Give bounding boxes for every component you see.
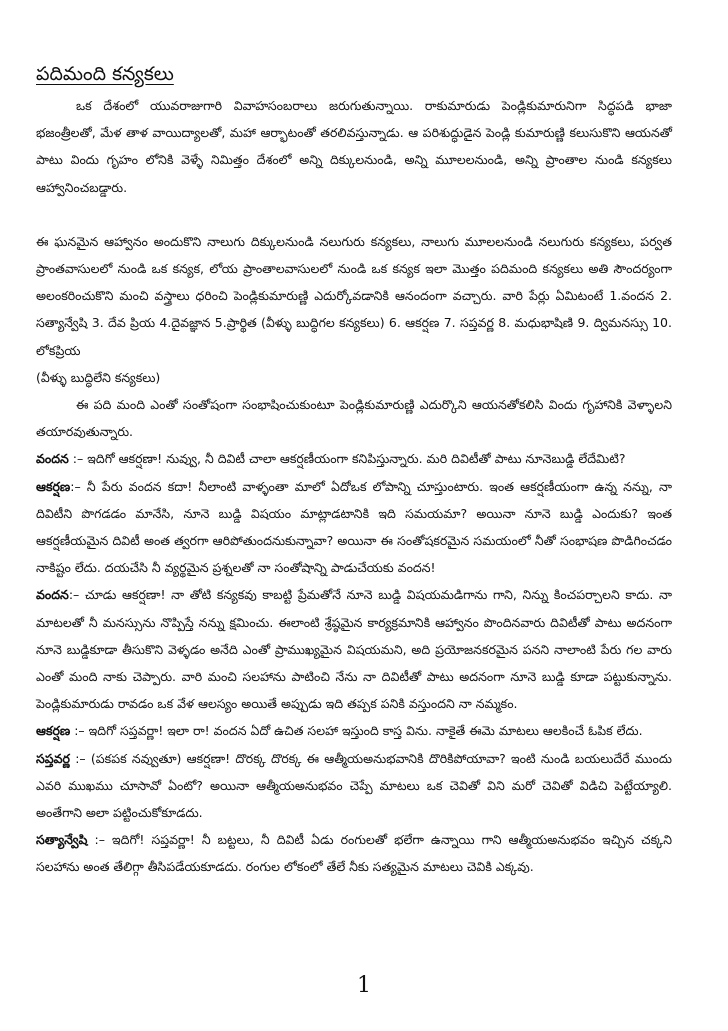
intro-paragraph: ఈ పది మంది ఎంతో సంతోషంగా సంభాషించుకుంటూ పెండ్లికుమారుణ్ణి ఎదుర్కొని ఆయనతోకలిసి విందు గృహానికి వెళ్ళాలని తయారవుతున్నారు. <box>36 397 672 440</box>
speaker-separator: :– <box>68 451 88 467</box>
speaker-separator: :– <box>70 478 87 494</box>
dialogue-text: (పకపక నవ్వుతూ) ఆకర్షణా! దొరక్క దొరక్క ఈ ఆత్మీయఅనుభవానికి దొరికిపోయావా? ఇంటి నుండి బయలుదేరే ముందు ఎవరి ముఖము చూసావో ఏంటో? అయినా ఆత్మీయఅనుభవం చెప్పే మాటలు ఒక చెవితో విని మరో చెవితో విడిచి పెట్టేయ్యాలి. అంతేగాని అలా పట్టించుకోకూడదు. <box>36 750 672 821</box>
speaker-separator: :– <box>69 750 91 766</box>
intro-paragraph: ఈ ఘనమైన ఆహ్వానం అందుకొని నాలుగు దిక్కులనుండి నలుగురు కన్యకలు, నాలుగు మూలలనుండి నలుగురు కన్యకలు, పర్వత ప్రాంతవాసులలో నుండి ఒక కన్యక, లోయ ప్రాంతాలవాసులలో నుండి ఒక కన్యక ఇలా మొత్తం పదిమంది కన్యకలు అతి సౌందర్యంగా అలంకరించుకొని మంచి వస్త్రాలు ధరించి పెండ్లికుమారుణ్ణి ఎదుర్కోవడానికి ఆనందంగా వచ్చారు. వారి పేర్లు ఏమిటంటే 1.వందన 2. సత్యాన్వేషి 3. దేవ ప్రియ 4.దైవజ్ఞాన 5.ప్రార్థిత (వీళ్ళు బుద్ధిగల కన్యకలు) 6. ఆకర్షణ 7. సప్తవర్ణ 8. మధుభాషిణి 9. ద్విమనస్సు 10. లోకప్రియ <box>36 233 672 358</box>
dialogue-text: ఇదిగో ఆకర్షణా! నువ్వు, నీ దివిటీ చాలా ఆకర్షణీయంగా కనిపిస్తున్నారు. మరి దివిటీతో పాటు నూనెబుడ్డి లేదేమిటి? <box>87 451 626 467</box>
dialogue-entry <box>36 581 672 717</box>
speaker-name: సత్యాన్వేషి <box>36 832 88 848</box>
speaker-name: సప్తవర్ణ <box>36 750 70 766</box>
speaker-separator: :– <box>87 832 113 848</box>
dialogue-entry <box>36 745 672 827</box>
dialogue-text: నీ పేరు వందన కదా! నీలాంటి వాళ్ళంతా మాలో ఏదోఒక లోపాన్ని చూస్తుంటారు. ఇంత ఆకర్షణీయంగా ఉన్న నన్ను, నా దివిటీని పొగడడం మానేసి, నూనె బుడ్డి విషయం మాట్లాడటానికి ఇది సమయమా? అయినా నూనె బుడ్డి ఎందుకు? ఇంత ఆకర్షణీయమైన దివిటీ అంత త్వరగా ఆరిపోతుందనుకున్నావా? అయినా ఈ సంతోషకరమైన సమయంలో నీతో సంభాషణ పొడిగించడం నాకిష్టం లేదు. దయచేసి నీ వ్యర్థమైన ప్రశ్నలతో నా సంతోషాన్ని పాడుచేయకు వందన! <box>36 478 672 576</box>
speaker-separator: :– <box>68 587 85 603</box>
speaker-separator: :– <box>70 723 89 739</box>
dialogue-entry <box>36 473 672 582</box>
dialogue-text: ఇదిగో సప్తవర్ణా! ఇలా రా! వందన ఏదో ఉచిత సలహా ఇస్తుంది కాస్త విను. నాకైతే ఈమె మాటలు ఆలకించే ఓపిక లేదు. <box>88 723 643 739</box>
speaker-name: ఆకర్షణ <box>36 723 71 739</box>
intro-paragraph: ఒక దేశంలో యువరాజుగారి వివాహసంబరాలు జరుగుతున్నాయి. రాకుమారుడు పెండ్లికుమారునిగా సిద్ధపడి భాజా భజంత్రీలతో, మేళ తాళ వాయిద్యాలతో, మహా ఆర్భాటంతో తరలివస్తున్నాడు. ఆ పరిశుద్ధుడైన పెండ్లి కుమారుణ్ణి కలుసుకొని ఆయనతో పాటు విందు గృహం లోనికి వెళ్ళే నిమిత్తం దేశంలో అన్ని దిక్కులనుండి, అన్ని మూలలనుండి, అన్ని ప్రాంతాల నుండి కన్యకలు ఆహ్వానించబడ్డారు. <box>36 98 672 195</box>
document-title: పదిమంది కన్యకలు <box>36 63 174 85</box>
dialogue-entry <box>36 445 672 472</box>
dialogue-entry <box>36 717 672 744</box>
dialogue-text: చూడు ఆకర్షణా! నా తోటి కన్యకవు కాబట్టి ప్రేమతోనే నూనె బుడ్డి విషయమడిగాను గాని, నిన్ను కించపర్చాలని కాదు. నా మాటలతో నీ మనస్సును నొప్పిస్తే నన్ను క్షమించు. ఈలాంటి శ్రేష్ఠమైన కార్యక్రమానికి ఆహ్వానం పొందినవారు దివిటీతో పాటు అదనంగా నూనె బుడ్డికూడా తీసుకొని వెళ్ళడం అనేది ఎంతో ప్రాముఖ్యమైన విషయమని, అది ప్రయోజనకరమైన పనని నాలాంటి పేరు గల వారు ఎంతో మంది నాకు చెప్పారు. వారి మంచి సలహాను పాటించి నేను నా దివిటీతో పాటు అదనంగా నూనె బుడ్డి కూడా పట్టుకున్నాను. పెండ్లికుమారుడు రావడం ఒక వేళ ఆలస్యం అయితే అప్పుడు ఇది తప్పక పనికి వస్తుందని నా నమ్మకం. <box>36 587 672 712</box>
dialogue-text: ఇదిగో! సప్తవర్ణా! నీ బట్టలు, నీ దివిటీ ఏడు రంగులతో భలేగా ఉన్నాయి గాని ఆత్మీయఅనుభవం ఇచ్చిన చక్కని సలహాను అంత తేలిగ్గా తీసిపడేయకూడదు. రంగుల లోకంలో తేలే నీకు సత్యమైన మాటలు చెవికి ఎక్కవు. <box>36 832 672 875</box>
document-body <box>36 92 672 881</box>
intro-paragraph: (వీళ్ళు బుద్ధిలేని కన్యకలు) <box>36 369 161 385</box>
speaker-name: ఆకర్షణ <box>36 478 71 494</box>
dialogue-entry <box>36 826 672 880</box>
page-number: 1 <box>357 973 371 998</box>
speaker-name: వందన <box>36 587 69 603</box>
speaker-name: వందన <box>36 451 69 467</box>
